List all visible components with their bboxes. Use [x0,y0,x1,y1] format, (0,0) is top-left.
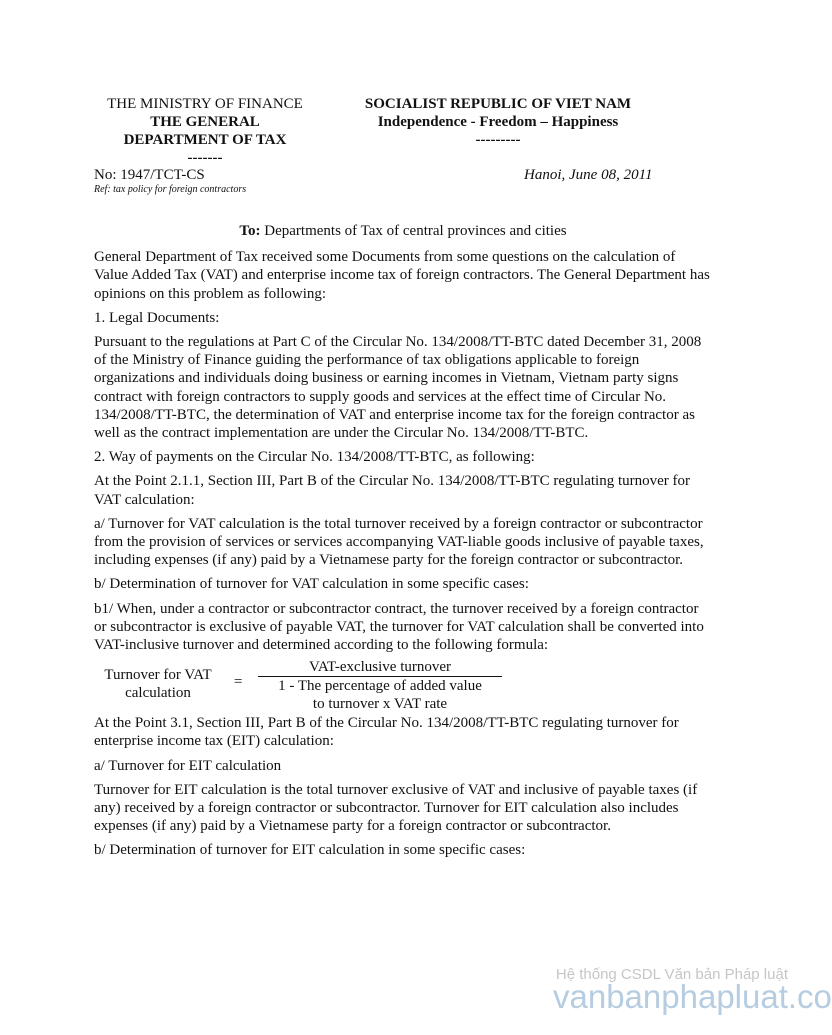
paragraph-vat-specific: b/ Determination of turnover for VAT calculation in some specific cases: [94,576,529,593]
paragraph-legal-heading: 1. Legal Documents: [94,309,220,326]
country-name: SOCIALIST REPUBLIC OF VIET NAM [364,96,632,112]
issuer-header [90,95,320,167]
paragraph-eit-specific: b/ Determination of turnover for EIT calculation in some specific cases: [94,842,526,859]
paragraph-eit-point: At the Point 3.1, Section III, Part B of the Circular No. 134/2008/TT-BTC regulating turnover for enterprise income tax (EIT) calculation: [94,715,679,750]
document-number: No: 1947/TCT-CS [94,167,205,183]
ministry-name: THE MINISTRY OF FINANCE [107,96,303,112]
document-reference: Ref: tax policy for foreign contractors [94,184,247,195]
paragraph-vat-b1: b1/ When, under a contractor or subcontractor contract, the turnover received by a foreign contractor or subcontractor is exclusive of payable VAT, the turnover for VAT calculation shall be converted into VAT-inclusive turnover and determined according to the following formula: [94,600,704,654]
formula-left-line2: calculation [125,685,191,702]
document-body [94,222,712,866]
watermark-caption: Hệ thống CSDL Văn bản Pháp luật [555,966,788,983]
paragraph-eit-turnover: Turnover for EIT calculation is the total turnover exclusive of VAT and inclusive of payable taxes (if any) received by a foreign contractor or subcontractor. Turnover for EIT calculation also includes expenses (if any) paid by a Vietnamese party for a foreign contractor or subcontractor. [94,781,698,835]
national-motto: Independence - Freedom – Happiness [377,114,619,130]
formula-denominator-line1: 1 - The percentage of added value [278,678,482,695]
vat-formula [94,660,712,714]
watermark-site: vanbanphapluat.co [553,978,832,1015]
issuer-separator: ------- [187,150,223,166]
paragraph-eit-heading: a/ Turnover for EIT calculation [94,757,282,774]
paragraph-vat-turnover: a/ Turnover for VAT calculation is the total turnover received by a foreign contractor or subcontractor from the provision of services or services accompanying VAT-liable goods inclusive of payable taxes, including expenses (if any) paid by a Vietnamese party for the foreign contractor or subcontractor. [94,515,704,569]
formula-left-side [94,666,222,702]
formula-left-line1: Turnover for VAT [104,667,212,684]
national-header [348,95,648,149]
paragraph-vat-point: At the Point 2.1.1, Section III, Part B of the Circular No. 134/2008/TT-BTC regulating turnover for VAT calculation: [94,473,691,508]
formula-equals: = [234,674,243,691]
document-date: Hanoi, June 08, 2011 [524,167,653,183]
recipient-text: Departments of Tax of central provinces and cities [260,223,567,239]
formula-numerator: VAT-exclusive turnover [258,658,502,677]
recipient-line [94,222,712,240]
formula-denominator-line2: to turnover x VAT rate [312,696,448,713]
paragraph-intro: General Department of Tax received some Documents from some questions on the calculation of Value Added Tax (VAT) and enterprise income tax of foreign contractors. The General Department has opinions on this problem as following: [94,249,710,302]
recipient-label: To: [239,223,261,239]
national-separator: --------- [475,132,521,148]
paragraph-legal-basis: Pursuant to the regulations at Part C of the Circular No. 134/2008/TT-BTC dated December 31, 2008 of the Ministry of Finance guiding the performance of tax obligations applicable to foreign organizations and individuals doing business or earning incomes in Vietnam, Vietnam party signs contract with foreign contractors to supply goods and services at the effect time of Circular No. 134/2008/TT-BTC, the determination of VAT and enterprise income tax for the foreign contractor as well as the contract implementation are under the Circular No. 134/2008/TT-BTC. [94,334,702,442]
department-name-line1: THE GENERAL [150,114,260,130]
formula-denominator [258,677,502,713]
paragraph-payments-heading: 2. Way of payments on the Circular No. 134/2008/TT-BTC, as following: [94,449,535,466]
department-name-line2: DEPARTMENT OF TAX [123,132,287,148]
